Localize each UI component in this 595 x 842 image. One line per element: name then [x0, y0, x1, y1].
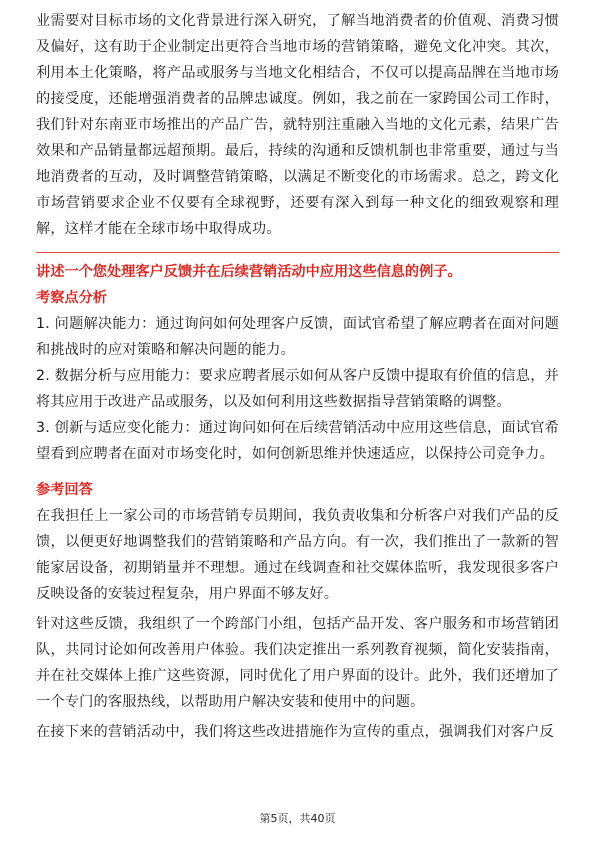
analysis-item: 1. 问题解决能力：通过询问如何处理客户反馈，面试官希望了解应聘者在面对问题和挑战时的应对策略和解决问题的能力。: [36, 316, 559, 358]
analysis-item: 3. 创新与适应变化能力：通过询问如何在后续营销活动中应用这些信息，面试官希望看到应聘者在面对市场变化时，如何创新思维并快速适应，以保持公司竞争力。: [36, 420, 559, 462]
page-content: [36, 8, 559, 745]
answer-paragraph: 在接下来的营销活动中，我们将这些改进措施作为宣传的重点，强调我们对客户反: [36, 724, 554, 740]
analysis-item: 2. 数据分析与应用能力：要求应聘者展示如何从客户反馈中提取有价值的信息，并将其应用于改进产品或服务，以及如何利用这些数据指导营销策略的调整。: [36, 368, 559, 410]
section-divider: [36, 252, 559, 253]
spacer: [36, 467, 559, 477]
answer-paragraph: 在我担任上一家公司的市场营销专员期间，我负责收集和分析客户对我们产品的反馈，以便更好地调整我们的营销策略和产品方向。有一次，我们推出了一款新的智能家居设备，初期销量并不理想。通过在线调查和社交媒体监听，我发现很多客户反映设备的安装过程复杂，用户界面不够友好。: [36, 508, 559, 602]
intro-paragraph: 业需要对目标市场的文化背景进行深入研究，了解当地消费者的价值观、消费习惯及偏好，这有助于企业制定出更符合当地市场的营销策略，避免文化冲突。其次，利用本土化策略，将产品或服务与当地文化相结合，不仅可以提高品牌在当地市场的接受度，还能增强消费者的品牌忠诚度。例如，我之前在一家跨国公司工作时，我们针对东南亚市场推出的产品广告，就特别注重融入当地的文化元素，结果广告效果和产品销量都远超预期。最后，持续的沟通和反馈机制也非常重要，通过与当地消费者的互动，及时调整营销策略，以满足不断变化的市场需求。总之，跨文化市场营销要求企业不仅要有全球视野，还要有深入到每一种文化的细致观察和理解，这样才能在全球市场中取得成功。: [36, 13, 559, 237]
question-heading: 讲述一个您处理客户反馈并在后续营销活动中应用这些信息的例子。: [36, 264, 462, 280]
page-number-footer: 第5页，共40页: [259, 812, 336, 825]
analysis-title: 考察点分析: [36, 290, 107, 306]
answer-paragraph: 针对这些反馈，我组织了一个跨部门小组，包括产品开发、客户服务和市场营销团队，共同讨论如何改善用户体验。我们决定推出一系列教育视频，简化安装指南，并在社交媒体上推广这些资源，同时优化了用户界面的设计。此外，我们还增加了一个专门的客服热线，以帮助用户解决安装和使用中的问题。: [36, 616, 559, 710]
answer-title: 参考回答: [36, 482, 93, 498]
